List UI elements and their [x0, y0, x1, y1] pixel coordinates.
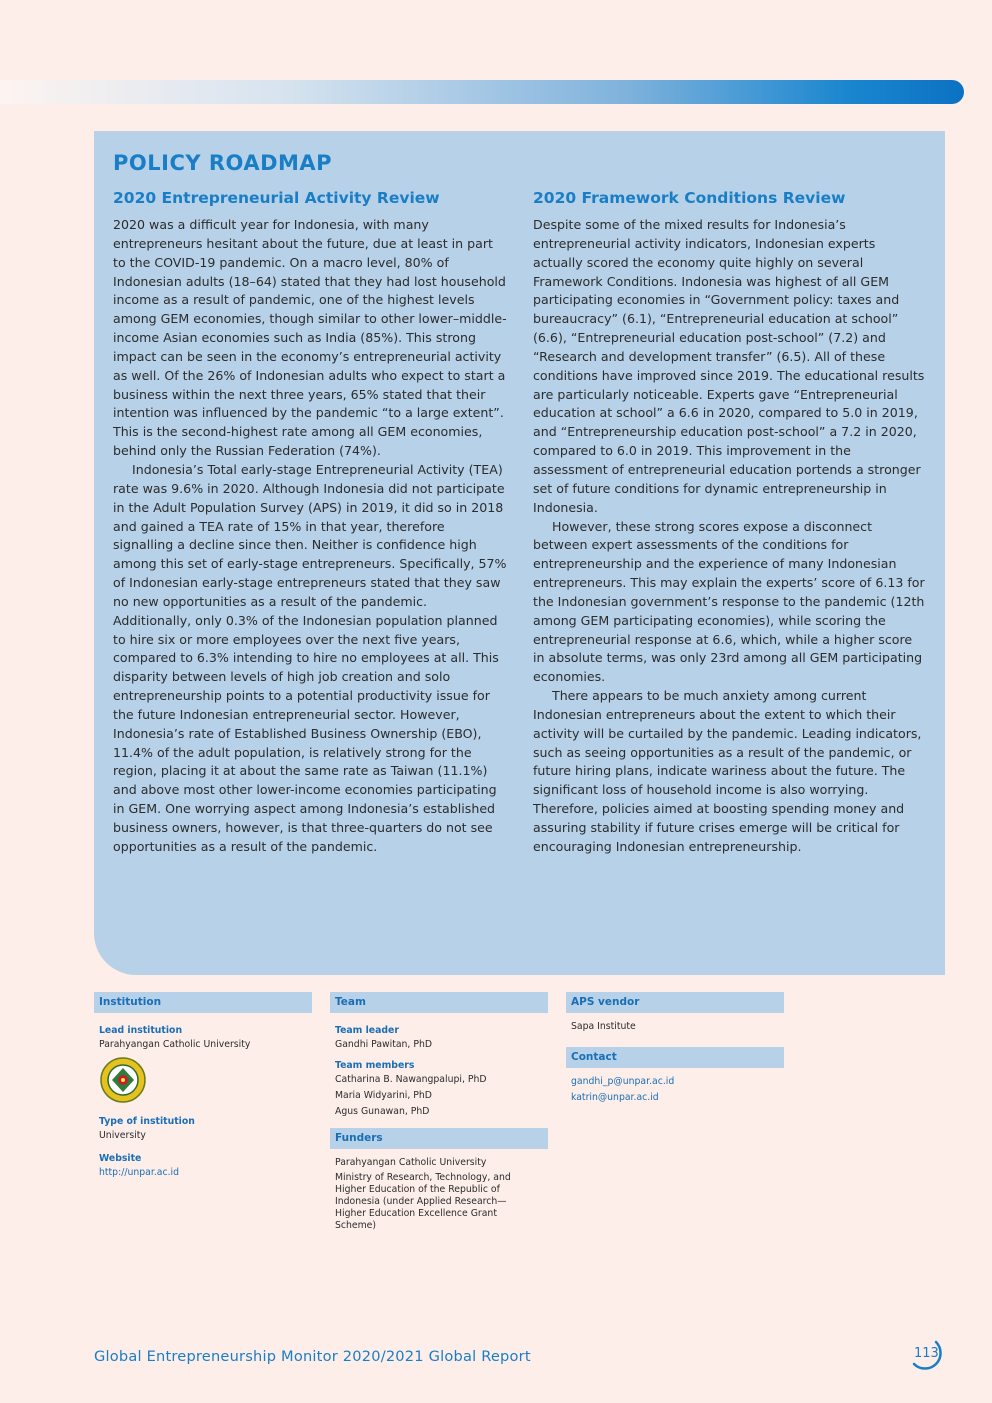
- funder-item: Ministry of Research, Technology, and Higher Education of the Republic of Indonesia (under Applied Research—Higher Education Excellence Grant Scheme): [335, 1172, 511, 1231]
- activity-review-paragraph: 2020 was a difficult year for Indonesia, with many entrepreneurs hesitant about the future, due at least in part to the COVID-19 pandemic. On a macro level, 80% of Indonesian adults (18–64) stated that they had lost household income as a result of pandemic, one of the highest levels among GEM economies, though similar to other lower–middle-income Asian economies such as India (85%). This strong impact can be seen in the economy’s entrepreneurial activity as well. Of the 26% of Indonesian adults who expect to start a business within the next three years, 65% stated that their intention was influenced by the pandemic “to a large extent”. This is the second-highest rate among all GEM economies, behind only the Russian Federation (74%).: [113, 217, 507, 459]
- framework-review-paragraph: However, these strong scores expose a disconnect between expert assessments of the conditions for entrepreneurship and the experience of many Indonesian entrepreneurs. This may explain the experts’ score of 6.13 for the Indonesian government’s response to the pandemic (12th among GEM participating economies), while scoring the entrepreneurial response at 6.6, which, while a higher score in absolute terms, was only 23rd among all GEM participating economies.: [533, 518, 925, 685]
- page-number: 113: [914, 1346, 939, 1361]
- decorative-gradient-bar: [0, 80, 964, 104]
- team-column: [330, 992, 548, 1232]
- activity-review-paragraph: Indonesia’s Total early-stage Entrepreneurial Activity (TEA) rate was 9.6% in 2020. Although Indonesia did not participate in the Adult Population Survey (APS) in 2019, it did so in 2018 and gained a TEA rate of 15% in that year, therefore signalling a decline since then. Neither is confidence high among this set of early-stage entrepreneurs. Specifically, 57% of Indonesian early-stage entrepreneurs stated that they saw no new opportunities as a result of the pandemic. Additionally, only 0.3% of the Indonesian population planned to hire six or more employees over the next five years, compared to 6.3% intending to hire no employees at all. This disparity between levels of high job creation and solo entrepreneurship points to a potential productivity issue for the future Indonesian entrepreneurial sector. However, Indonesia’s rate of Established Business Ownership (EBO), 11.4% of the adult population, is relatively strong for the region, placing it at about the same rate as Taiwan (11.1%) and above most other lower-income economies participating in GEM. One worrying aspect among Indonesia’s established business owners, however, is that three-quarters do not see opportunities as a result of the pandemic.: [113, 461, 507, 854]
- lead-institution-label: Lead institution: [99, 1025, 183, 1036]
- institution-header: Institution: [94, 992, 312, 1013]
- website-label: Website: [99, 1153, 142, 1164]
- team-members-label: Team members: [335, 1060, 415, 1071]
- funder-item: Parahyangan Catholic University: [335, 1157, 487, 1168]
- team-member: Catharina B. Nawangpalupi, PhD: [335, 1074, 487, 1085]
- aps-vendor-value: Sapa Institute: [571, 1021, 636, 1032]
- team-leader-value: Gandhi Pawitan, PhD: [335, 1039, 432, 1050]
- framework-review-paragraph: Despite some of the mixed results for Indonesia’s entrepreneurial activity indicators, Indonesian experts actually scored the economy quite highly on several Framework Conditions. Indonesia was highest of all GEM participating economies in “Government policy: taxes and bureaucracy” (6.1), “Entrepreneurial education at school” (6.6), “Entrepreneurial education post-school” (7.2) and “Research and development transfer” (6.5). All of these conditions have improved since 2019. The educational results are particularly noticeable. Experts gave “Entrepreneurial education at school” a 6.6 in 2020, compared to 5.0 in 2019, and “Entrepreneurship education post-school” a 7.2 in 2020, compared to 6.0 in 2019. This improvement in the assessment of entrepreneurial education portends a stronger set of future conditions for dynamic entrepreneurship in Indonesia.: [533, 217, 925, 515]
- aps-vendor-header: APS vendor: [566, 992, 784, 1013]
- framework-review-heading: 2020 Framework Conditions Review: [533, 189, 846, 207]
- contact-email[interactable]: gandhi_p@unpar.ac.id: [571, 1076, 675, 1087]
- report-title-footer: Global Entrepreneurship Monitor 2020/2021 Global Report: [94, 1348, 531, 1365]
- vendor-contact-column: [566, 992, 784, 1105]
- institution-type-label: Type of institution: [99, 1116, 195, 1127]
- contact-header: Contact: [566, 1047, 784, 1068]
- institution-column: [94, 992, 312, 1180]
- activity-review-heading: 2020 Entrepreneurial Activity Review: [113, 189, 440, 207]
- framework-review-column: [533, 189, 927, 857]
- section-title: POLICY ROADMAP: [113, 151, 333, 175]
- website-link[interactable]: http://unpar.ac.id: [99, 1167, 180, 1178]
- team-member: Maria Widyarini, PhD: [335, 1090, 432, 1101]
- team-member: Agus Gunawan, PhD: [335, 1106, 430, 1117]
- lead-institution-value: Parahyangan Catholic University: [99, 1039, 251, 1050]
- framework-review-paragraph: There appears to be much anxiety among current Indonesian entrepreneurs about the extent to which their activity will be curtailed by the pandemic. Leading indicators, such as seeing opportunities as a result of the pandemic, or future hiring plans, indicate wariness about the future. The significant loss of household income is also worrying. Therefore, policies aimed at boosting spending money and assuring stability if future crises emerge will be critical for encouraging Indonesian entrepreneurship.: [533, 688, 922, 854]
- policy-roadmap-panel: [94, 131, 945, 975]
- contact-email[interactable]: katrin@unpar.ac.id: [571, 1092, 659, 1103]
- university-seal-icon: [99, 1057, 147, 1103]
- activity-review-column: [113, 189, 507, 857]
- team-header: Team: [330, 992, 548, 1013]
- team-leader-label: Team leader: [335, 1025, 399, 1036]
- funders-header: Funders: [330, 1128, 548, 1149]
- page-number-badge: [906, 1338, 948, 1372]
- institution-type-value: University: [99, 1130, 146, 1141]
